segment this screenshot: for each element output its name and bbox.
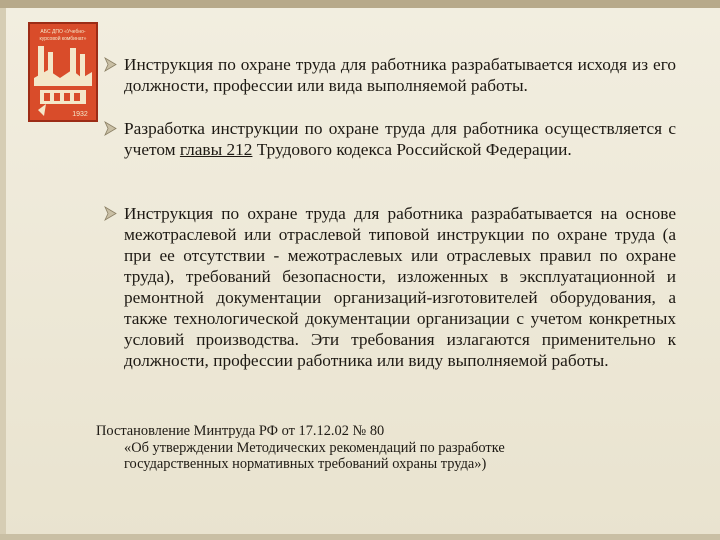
top-border bbox=[0, 0, 720, 8]
bullet-item bbox=[104, 118, 676, 160]
logo-caption-mid: курсовой комбинат» bbox=[39, 36, 87, 42]
labor-code-chapter-link[interactable]: главы 212 bbox=[179, 140, 253, 159]
footnote-line: «Об утверждении Методических рекомендаций по разработке bbox=[124, 439, 505, 456]
bullet-text: Инструкция по охране труда для работника разрабатывается исходя из его должности, профессии или вида выполняемой работы. bbox=[124, 55, 676, 95]
bullet-item bbox=[104, 54, 676, 96]
logo-year: 1932 bbox=[72, 111, 88, 118]
arrow-bullet-icon bbox=[104, 203, 118, 224]
footnote-source bbox=[96, 423, 696, 473]
logo bbox=[28, 22, 98, 122]
bullet-text: Инструкция по охране труда для работника разрабатывается на основе межотраслевой или отраслевой типовой инструкции по охране труда (а при ее отсутствии - межотраслевых или отраслевых правил по охране труда), требований безопасности, изложенных в эксплуатационной и ремонтной документации организаций-изготовителей оборудования, а также технологической документации организации с учетом конкретных условий производства. Эти требования излагаются применительно к должности, профессии работника или виду выполняемой работы. bbox=[124, 204, 676, 370]
bottom-border bbox=[0, 534, 720, 540]
left-border bbox=[0, 8, 6, 534]
plant-emblem-icon bbox=[30, 24, 96, 120]
bullet-item bbox=[104, 203, 676, 371]
arrow-bullet-icon bbox=[104, 54, 118, 75]
footnote-line: государственных нормативных требований охраны труда») bbox=[124, 456, 487, 472]
logo-caption-top: АБС ДПО «Учебно- bbox=[40, 29, 86, 35]
bullet-text-after: Трудового кодекса Российской Федерации. bbox=[252, 140, 572, 159]
footnote-line: Постановление Минтруда РФ от 17.12.02 № 80 bbox=[96, 423, 385, 439]
bullet-text-before: Разработка инструкции по охране труда для работника осуществляется с учетом bbox=[124, 119, 676, 159]
arrow-bullet-icon bbox=[104, 118, 118, 139]
bullet-text bbox=[124, 118, 676, 160]
